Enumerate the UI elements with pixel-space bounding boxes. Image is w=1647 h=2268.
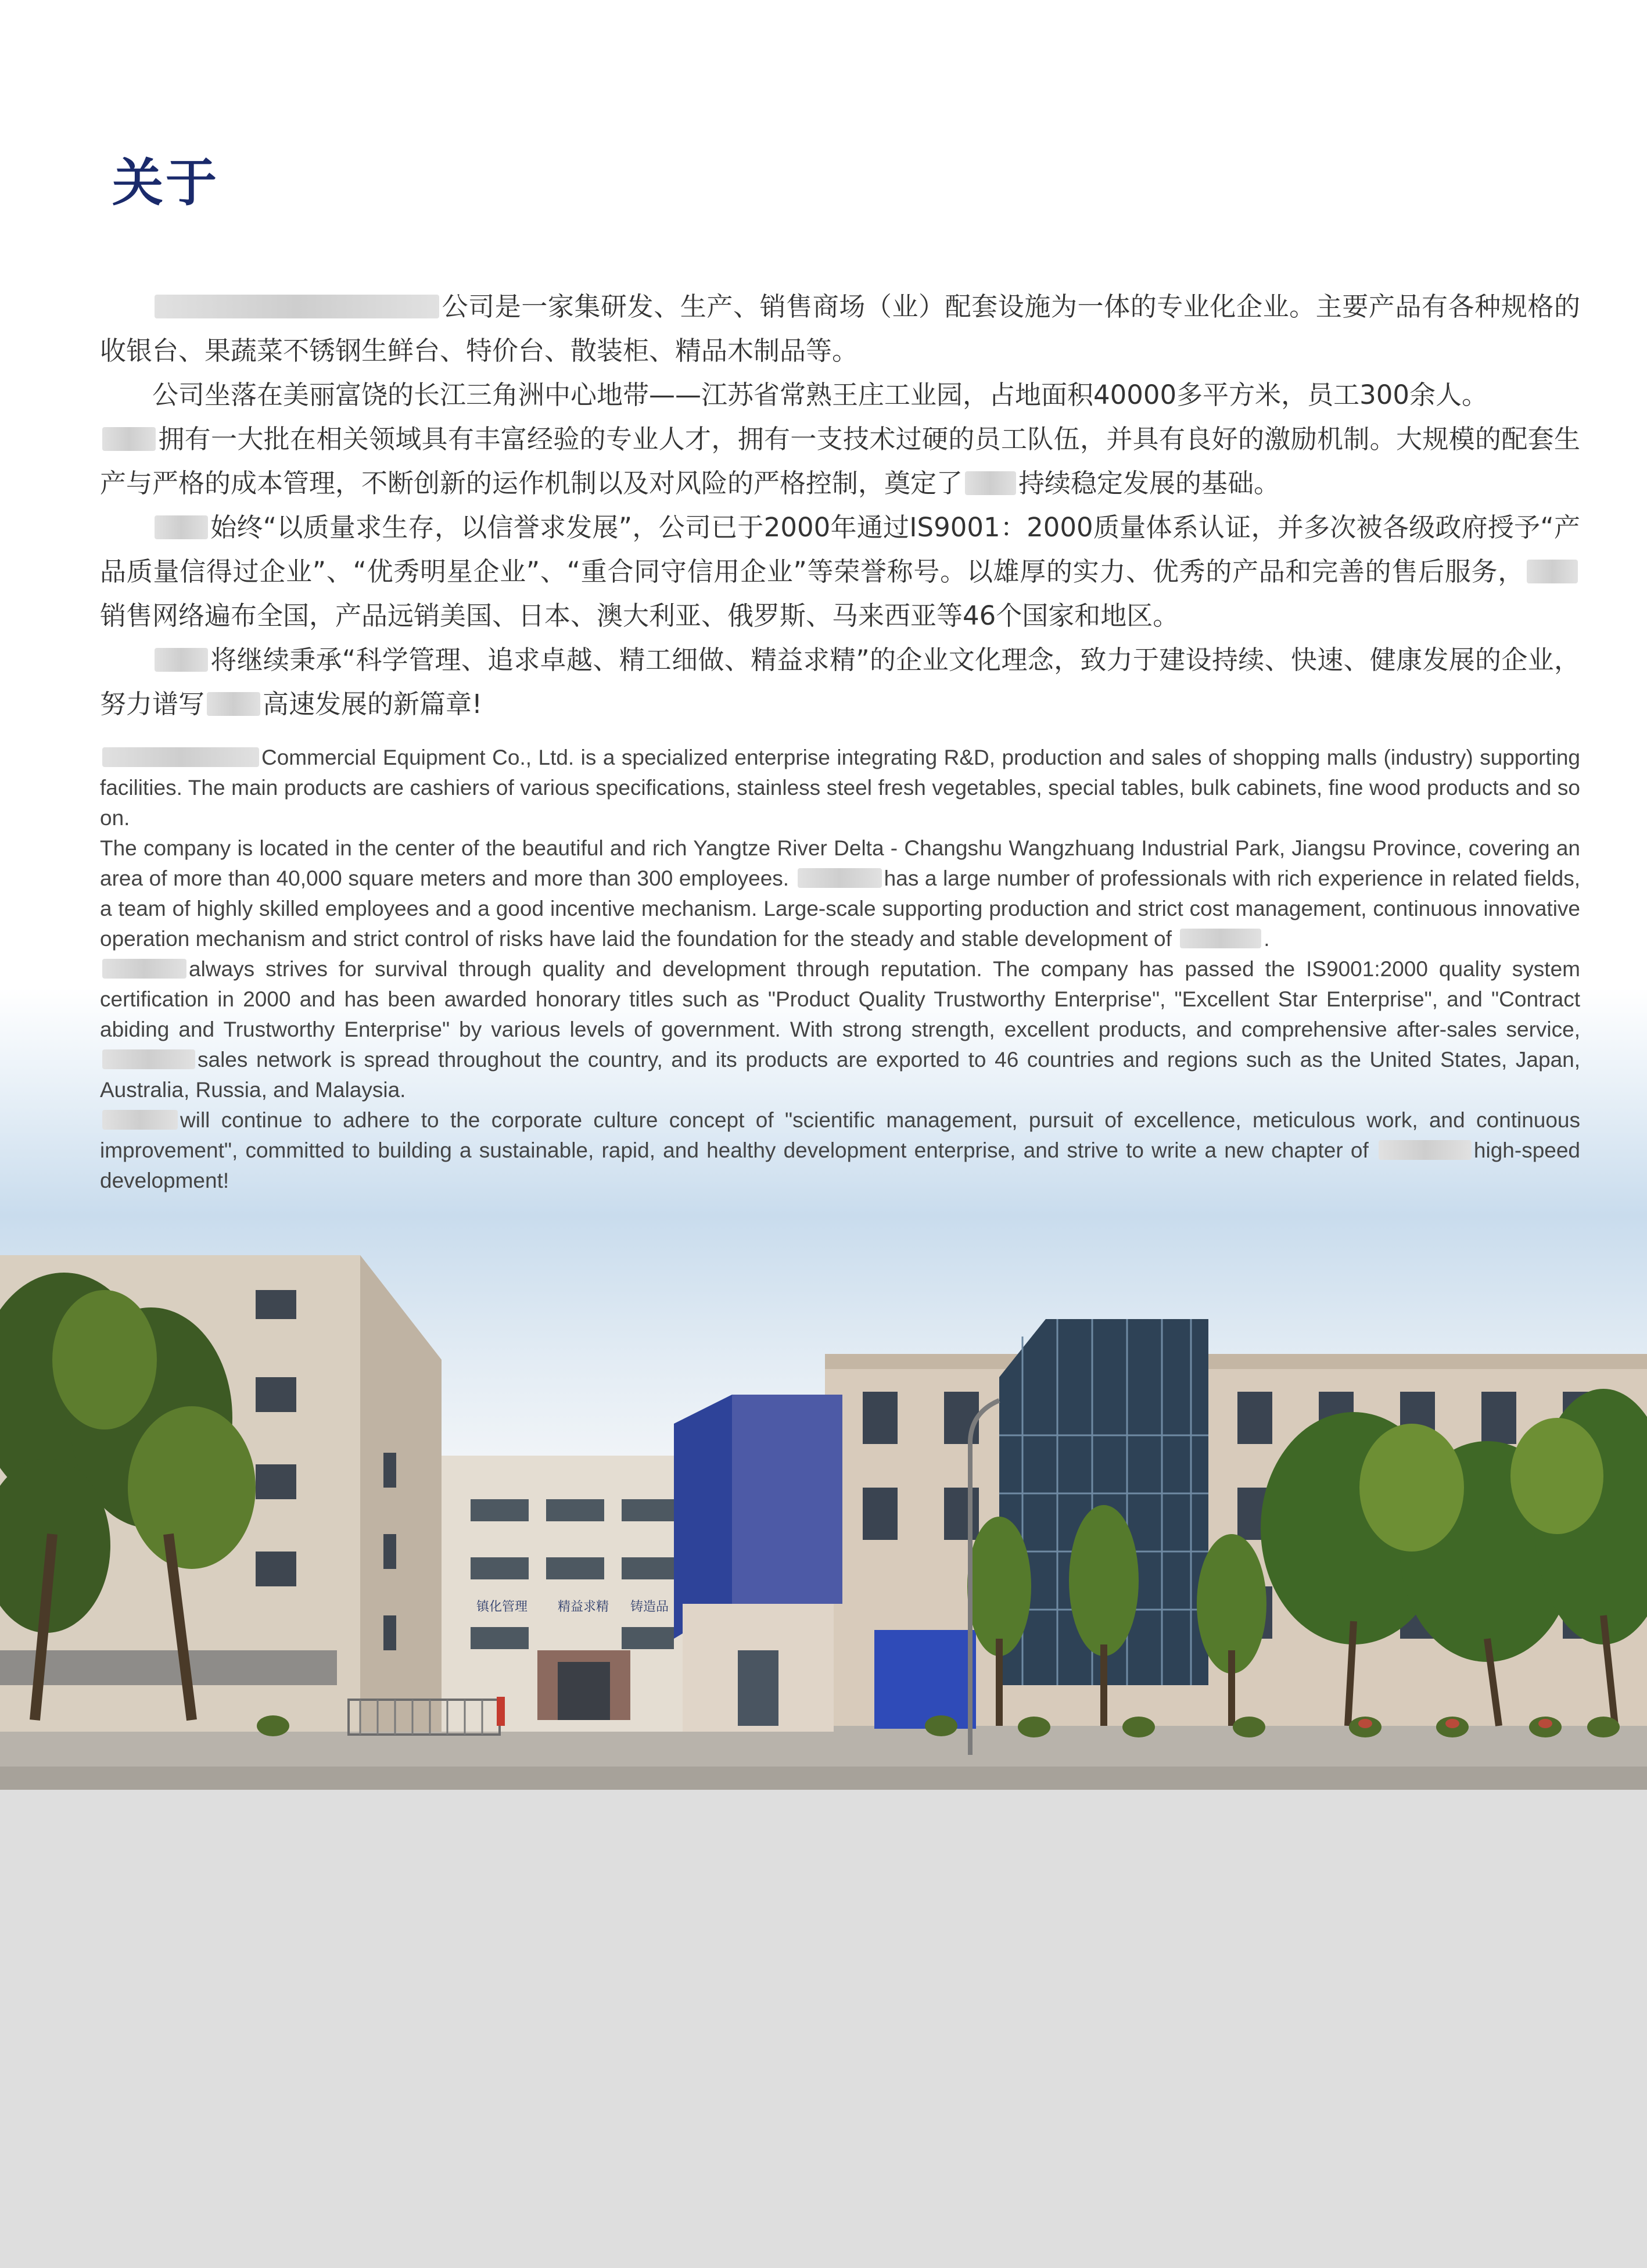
chinese-intro <box>100 285 1580 726</box>
redacted-company-name <box>207 692 260 716</box>
redacted-company-name <box>102 1049 195 1069</box>
redacted-company-name <box>1180 929 1261 948</box>
cn-paragraph-3: 拥有一大批在相关领域具有丰富经验的专业人才，拥有一支技术过硬的员工队伍，并具有良好的激励机制。大规模的配套生产与严格的成本管理，不断创新的运作机制以及对风险的严格控制，奠定了 持续稳定发展的基础。 <box>100 424 1580 499</box>
factory-photo <box>0 1244 1647 1790</box>
redacted-company-name <box>155 515 208 539</box>
sign-left-text: 镇化管理 <box>476 1600 528 1614</box>
redacted-company-name <box>798 868 882 887</box>
redacted-company-name <box>155 295 439 318</box>
footer-gray-band <box>0 1789 1647 2268</box>
en-paragraph-1: Commercial Equipment Co., Ltd. is a specialized enterprise integrating R&D, production and sales of shopping malls (industry) supporting facilities. The main products are cashiers of various specifications, stainless steel fresh vegetables, special tables, bulk cabinets, fine wood products and so on. <box>100 746 1580 830</box>
redacted-company-name <box>965 471 1016 495</box>
blue-signboard <box>732 1395 842 1604</box>
cn-paragraph-4: 始终“以质量求生存，以信誉求发展”，公司已于2000年通过IS9001：2000质量体系认证，并多次被各级政府授予“产品质量信得过企业”、“优秀明星企业”、“重合同守信用企业”等荣誉称号。以雄厚的实力、优秀的产品和完善的售后服务，销售网络遍布全国，产品远销美国、日本、澳大利亚、俄罗斯、马来西亚等46个国家和地区。 <box>100 512 1580 631</box>
english-intro <box>100 743 1580 1196</box>
blue-panel <box>874 1630 976 1729</box>
cn-paragraph-1: 公司是一家集研发、生产、销售商场（业）配套设施为一体的专业化企业。主要产品有各种规格的收银台、果蔬菜不锈钢生鲜台、特价台、散装柜、精品木制品等。 <box>100 291 1580 366</box>
redacted-company-name <box>155 648 208 672</box>
redacted-company-name <box>1379 1140 1472 1159</box>
en-paragraph-4: will continue to adhere to the corporate culture concept of "scientific management, pursuit of excellence, meticulous work, and continuous improvement", committed to building a sustainable, rapid, and healthy development enterprise, and strive to write a new chapter of high-speed development! <box>100 1108 1581 1192</box>
page-title: 关于 <box>112 153 220 213</box>
redacted-company-name <box>102 747 259 766</box>
cn-paragraph-5: 将继续秉承“科学管理、追求卓越、精工细做、精益求精”的企业文化理念，致力于建设持续、快速、健康发展的企业，努力谱写 高速发展的新篇章! <box>100 644 1580 719</box>
sign-mid-text: 精益求精 <box>558 1600 609 1614</box>
redacted-company-name <box>102 959 186 978</box>
blue-signboard-side <box>674 1395 732 1639</box>
redacted-company-name <box>102 1110 178 1129</box>
en-paragraph-3: always strives for survival through quality and development through reputation. The company has passed the IS9001:2000 quality system certification in 2000 and has been awarded honorary titles such as "Product Quality Trustworthy Enterprise", "Excellent Star Enterprise", and "Contract abiding and Trustworthy Enterprise" by various levels of government. With strong strength, excellent products, and comprehensive after-sales service, sales network is spread throughout the country, and its products are exported to 46 countries and regions such as the United States, Japan, Australia, Russia, and Malaysia. <box>100 957 1580 1102</box>
cn-paragraph-2: 公司坐落在美丽富饶的长江三角洲中心地带——江苏省常熟王庄工业园，占地面积40000多平方米，员工300余人。 <box>152 379 1488 410</box>
redacted-company-name <box>1527 560 1578 583</box>
sign-right-text: 铸造品 <box>630 1600 669 1614</box>
redacted-company-name <box>102 427 156 451</box>
en-paragraph-2: The company is located in the center of the beautiful and rich Yangtze River Delta - Changshu Wangzhuang Industrial Park, Jiangsu Province, covering an area of more than 40,000 square meters and more than 300 employees. has a large number of professionals with rich experience in related fields, a team of highly skilled employees and a good incentive mechanism. Large-scale supporting production and strict cost management, continuous innovative operation mechanism and strict control of risks have laid the foundation for the steady and stable development of . <box>100 836 1580 951</box>
